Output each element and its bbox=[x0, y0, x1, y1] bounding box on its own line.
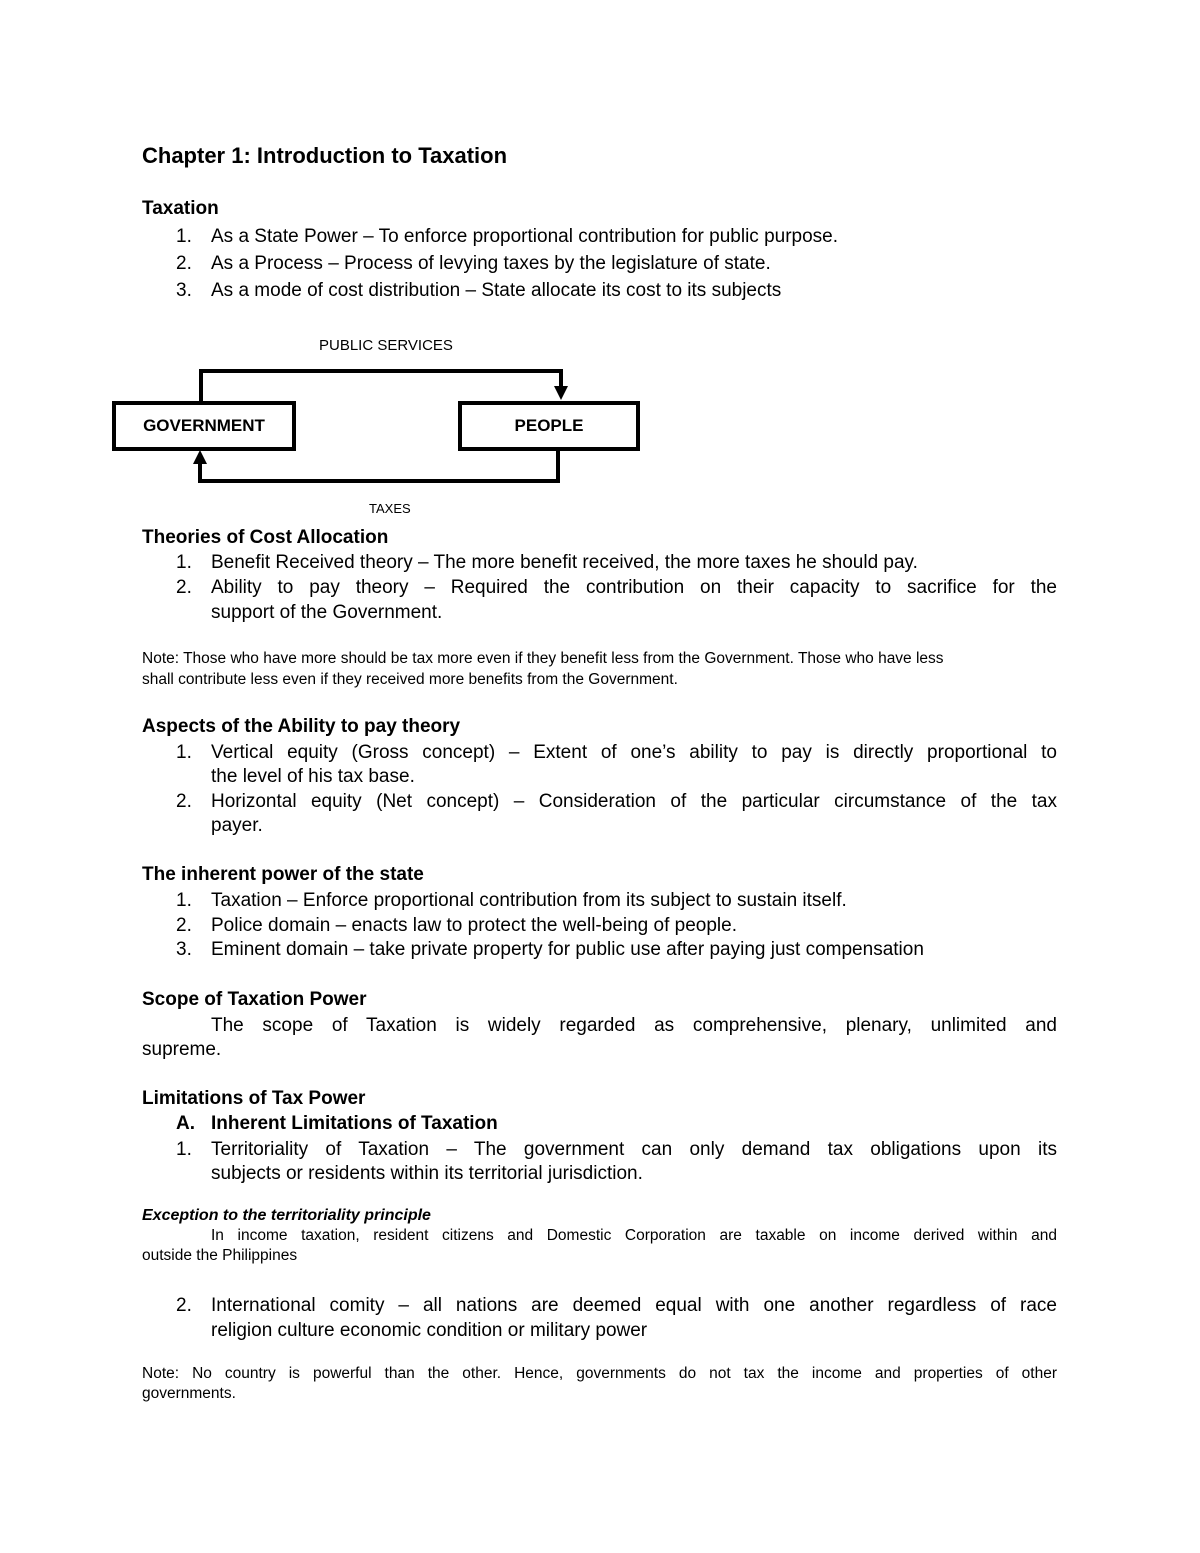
note-text: governments. bbox=[142, 1385, 236, 1402]
note-text: Note: Those who have more should be tax more even if they benefit less from the Government. Those who have less bbox=[142, 650, 944, 667]
list-number: 1. bbox=[176, 226, 192, 247]
list-number: 1. bbox=[176, 552, 192, 573]
list-item: Taxation – Enforce proportional contribution from its subject to sustain itself. bbox=[211, 890, 847, 911]
list-item-continuation: religion culture economic condition or military power bbox=[211, 1320, 648, 1341]
list-number: 2. bbox=[176, 915, 192, 936]
exception-text: In income taxation, resident citizens and Domestic Corporation are taxable on income derived within and bbox=[211, 1227, 1057, 1244]
list-number: 1. bbox=[176, 1139, 192, 1160]
list-item: Horizontal equity (Net concept) – Consideration of the particular circumstance of the tax bbox=[211, 791, 1057, 812]
list-number: 2. bbox=[176, 791, 192, 812]
list-number: 2. bbox=[176, 577, 192, 598]
list-item: Territoriality of Taxation – The government can only demand tax obligations upon its bbox=[211, 1139, 1057, 1160]
list-item: Ability to pay theory – Required the contribution on their capacity to sacrifice for the bbox=[211, 577, 1057, 598]
list-item: Police domain – enacts law to protect the well-being of people. bbox=[211, 915, 737, 936]
note-text: Note: No country is powerful than the other. Hence, governments do not tax the income and properties of other bbox=[142, 1365, 1057, 1382]
list-item-continuation: payer. bbox=[211, 815, 263, 836]
exception-text-continuation: outside the Philippines bbox=[142, 1247, 298, 1264]
list-item: As a State Power – To enforce proportional contribution for public purpose. bbox=[211, 226, 839, 247]
list-item-continuation: support of the Government. bbox=[211, 602, 443, 623]
inherent-power-heading: The inherent power of the state bbox=[142, 864, 424, 885]
list-item: As a mode of cost distribution – State allocate its cost to its subjects bbox=[211, 280, 782, 301]
list-item: Vertical equity (Gross concept) – Extent of one’s ability to pay is directly proportional to bbox=[211, 742, 1057, 763]
list-number: 3. bbox=[176, 939, 192, 960]
limitations-heading: Limitations of Tax Power bbox=[142, 1088, 366, 1109]
taxes-label: TAXES bbox=[369, 501, 411, 516]
scope-heading: Scope of Taxation Power bbox=[142, 989, 367, 1010]
exception-heading: Exception to the territoriality principle bbox=[142, 1207, 431, 1224]
scope-paragraph-continuation: supreme. bbox=[142, 1039, 222, 1060]
page-title: Chapter 1: Introduction to Taxation bbox=[142, 143, 508, 168]
theories-heading: Theories of Cost Allocation bbox=[142, 527, 389, 548]
list-number: 2. bbox=[176, 253, 192, 274]
list-item: As a Process – Process of levying taxes by the legislature of state. bbox=[211, 253, 771, 274]
list-number: 1. bbox=[176, 742, 192, 763]
inherent-limitations-heading: Inherent Limitations of Taxation bbox=[211, 1113, 498, 1134]
list-item: Eminent domain – take private property for public use after paying just compensation bbox=[211, 939, 924, 960]
public-services-label: PUBLIC SERVICES bbox=[319, 337, 453, 354]
list-number: 2. bbox=[176, 1295, 192, 1316]
sub-letter: A. bbox=[176, 1113, 195, 1134]
aspects-heading: Aspects of the Ability to pay theory bbox=[142, 716, 461, 737]
scope-paragraph: The scope of Taxation is widely regarded as comprehensive, plenary, unlimited and bbox=[211, 1015, 1057, 1036]
list-item: Benefit Received theory – The more benefit received, the more taxes he should pay. bbox=[211, 552, 918, 573]
people-box: PEOPLE bbox=[458, 401, 640, 451]
note-text: shall contribute less even if they received more benefits from the Government. bbox=[142, 671, 678, 688]
list-number: 1. bbox=[176, 890, 192, 911]
taxation-heading: Taxation bbox=[142, 198, 219, 219]
list-item: International comity – all nations are deemed equal with one another regardless of race bbox=[211, 1295, 1057, 1316]
list-item-continuation: subjects or residents within its territorial jurisdiction. bbox=[211, 1163, 643, 1184]
list-item-continuation: the level of his tax base. bbox=[211, 766, 415, 787]
government-box: GOVERNMENT bbox=[112, 401, 296, 451]
list-number: 3. bbox=[176, 280, 192, 301]
